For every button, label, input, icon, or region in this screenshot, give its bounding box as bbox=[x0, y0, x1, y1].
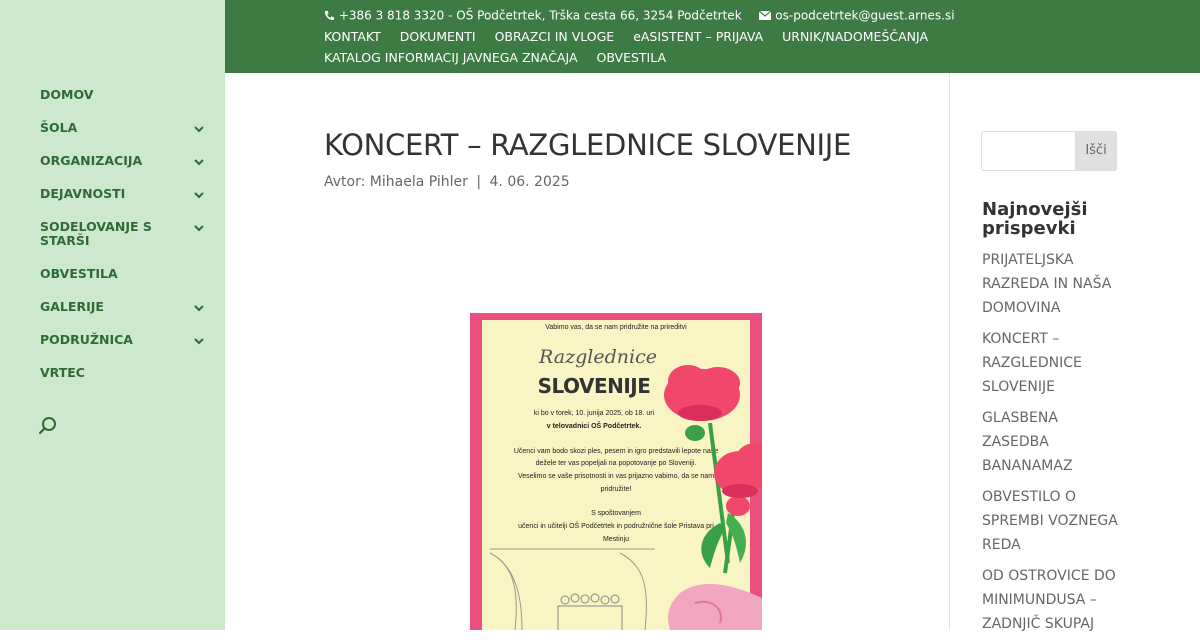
recent-post-link[interactable]: OD OSTROVICE DO MINIMUNDUSA – ZADNJIČ SKUPAJ bbox=[982, 568, 1116, 632]
left-sidebar bbox=[0, 0, 225, 630]
recent-posts-list bbox=[982, 248, 1122, 643]
nav-item-sodelovanje[interactable] bbox=[40, 220, 215, 267]
poster-text-line: S spoštovanjem bbox=[591, 510, 641, 517]
nav-item-label: VRTEC bbox=[40, 365, 85, 380]
top-menu-easistent[interactable]: eASISTENT – PRIJAVA bbox=[633, 29, 764, 44]
poster-text-line: pridružite! bbox=[600, 486, 632, 493]
nav-item-podruznica[interactable] bbox=[40, 333, 215, 366]
post-date: 4. 06. 2025 bbox=[489, 174, 570, 190]
recent-post-link[interactable]: KONCERT – RAZGLEDNICE SLOVENIJE bbox=[982, 331, 1082, 395]
nav-item-vrtec[interactable] bbox=[40, 366, 215, 399]
recent-post-link[interactable]: OBVESTILO O SPREMBI VOZNEGA REDA bbox=[982, 489, 1118, 553]
nav-item-label: ŠOLA bbox=[40, 120, 78, 135]
nav-item-galerije[interactable] bbox=[40, 300, 215, 333]
top-menu-urnik[interactable]: URNIK/NADOMEŠČANJA bbox=[782, 29, 929, 44]
nav-item-domov[interactable] bbox=[40, 88, 215, 121]
nav-item-dejavnosti[interactable] bbox=[40, 187, 215, 220]
top-menu-row-2 bbox=[324, 50, 681, 65]
nav-item-label: PODRUŽNICA bbox=[40, 332, 133, 347]
top-menu-obvestila[interactable]: OBVESTILA bbox=[596, 50, 667, 65]
chevron-down-icon[interactable] bbox=[192, 301, 206, 315]
author-link[interactable]: Mihaela Pihler bbox=[369, 174, 468, 190]
post-title: KONCERT – RAZGLEDNICE SLOVENIJE bbox=[324, 128, 852, 162]
poster-text-line: dežele ter vas popeljali na popotovanje po Sloveniji. bbox=[535, 460, 697, 467]
main-nav bbox=[40, 88, 215, 399]
nav-item-label: DOMOV bbox=[40, 87, 94, 102]
top-menu-obrazci[interactable]: OBRAZCI IN VLOGE bbox=[494, 29, 615, 44]
top-menu-dokumenti[interactable]: DOKUMENTI bbox=[399, 29, 476, 44]
poster-venue-line: v telovadnici OŠ Podčetrtek. bbox=[546, 423, 642, 430]
chevron-down-icon[interactable] bbox=[192, 188, 206, 202]
nav-item-label: ORGANIZACIJA bbox=[40, 153, 143, 168]
poster-text-line: Učenci vam bodo skozi ples, pesem in igro predstavili lepote naše bbox=[513, 448, 719, 455]
author-prefix: Avtor: bbox=[324, 174, 366, 190]
post-meta bbox=[324, 174, 570, 190]
recent-posts-heading: Najnovejši prispevki bbox=[982, 199, 1088, 239]
recent-post-link[interactable]: GLASBENA ZASEDBA BANANAMAZ bbox=[982, 410, 1073, 474]
chevron-down-icon[interactable] bbox=[192, 155, 206, 169]
envelope-icon bbox=[759, 11, 771, 20]
top-menu-katalog[interactable]: KATALOG INFORMACIJ JAVNEGA ZNAČAJA bbox=[324, 50, 578, 65]
top-menu-kontakt[interactable]: KONTAKT bbox=[324, 29, 381, 44]
phone-icon bbox=[324, 10, 335, 21]
top-header bbox=[225, 0, 1200, 73]
chevron-down-icon[interactable] bbox=[192, 221, 206, 235]
nav-item-label: DEJAVNOSTI bbox=[40, 186, 126, 201]
email-link[interactable]: os-podcetrtek@guest.arnes.si bbox=[775, 8, 955, 23]
content-divider bbox=[949, 73, 950, 630]
chevron-down-icon[interactable] bbox=[192, 334, 206, 348]
nav-item-obvestila[interactable] bbox=[40, 267, 215, 300]
chevron-down-icon[interactable] bbox=[192, 122, 206, 136]
search-icon[interactable] bbox=[38, 416, 58, 436]
nav-item-label: SODELOVANJE S STARŠI bbox=[40, 219, 152, 248]
concert-poster-image bbox=[470, 313, 762, 630]
nav-item-label: OBVESTILA bbox=[40, 266, 118, 281]
poster-text-line: učenci in učitelji OŠ Podčetrtek in podružnične šole Pristava pri bbox=[518, 523, 714, 530]
poster-date-line: ki bo v torek, 10. junija 2025, ob 18. uri bbox=[533, 410, 655, 417]
sidebar-search-button[interactable]: Išči bbox=[1075, 131, 1117, 171]
poster-text-line: Mestinju bbox=[602, 536, 630, 543]
poster-title-script: Razglednice bbox=[539, 346, 657, 368]
phone-address-text[interactable]: +386 3 818 3320 - OŠ Podčetrtek, Trška cesta 66, 3254 Podčetrtek bbox=[338, 8, 742, 23]
meta-separator: | bbox=[476, 174, 482, 190]
poster-invite-line: Vabimo vas, da se nam pridružite na prireditvi bbox=[545, 324, 687, 331]
poster-title-bold: SLOVENIJE bbox=[537, 374, 651, 398]
recent-post-link[interactable]: PRIJATELJSKA RAZREDA IN NAŠA DOMOVINA bbox=[982, 252, 1112, 316]
poster-text-line: Veselimo se vaše prisotnosti in vas prijazno vabimo, da se nam bbox=[517, 473, 715, 480]
carnation-illustration bbox=[470, 313, 762, 630]
nav-item-organizacija[interactable] bbox=[40, 154, 215, 187]
top-menu-row-1 bbox=[324, 29, 943, 44]
contact-info bbox=[324, 8, 955, 23]
nav-item-label: GALERIJE bbox=[40, 299, 104, 314]
sidebar-search-input[interactable] bbox=[981, 131, 1075, 171]
nav-item-sola[interactable] bbox=[40, 121, 215, 154]
